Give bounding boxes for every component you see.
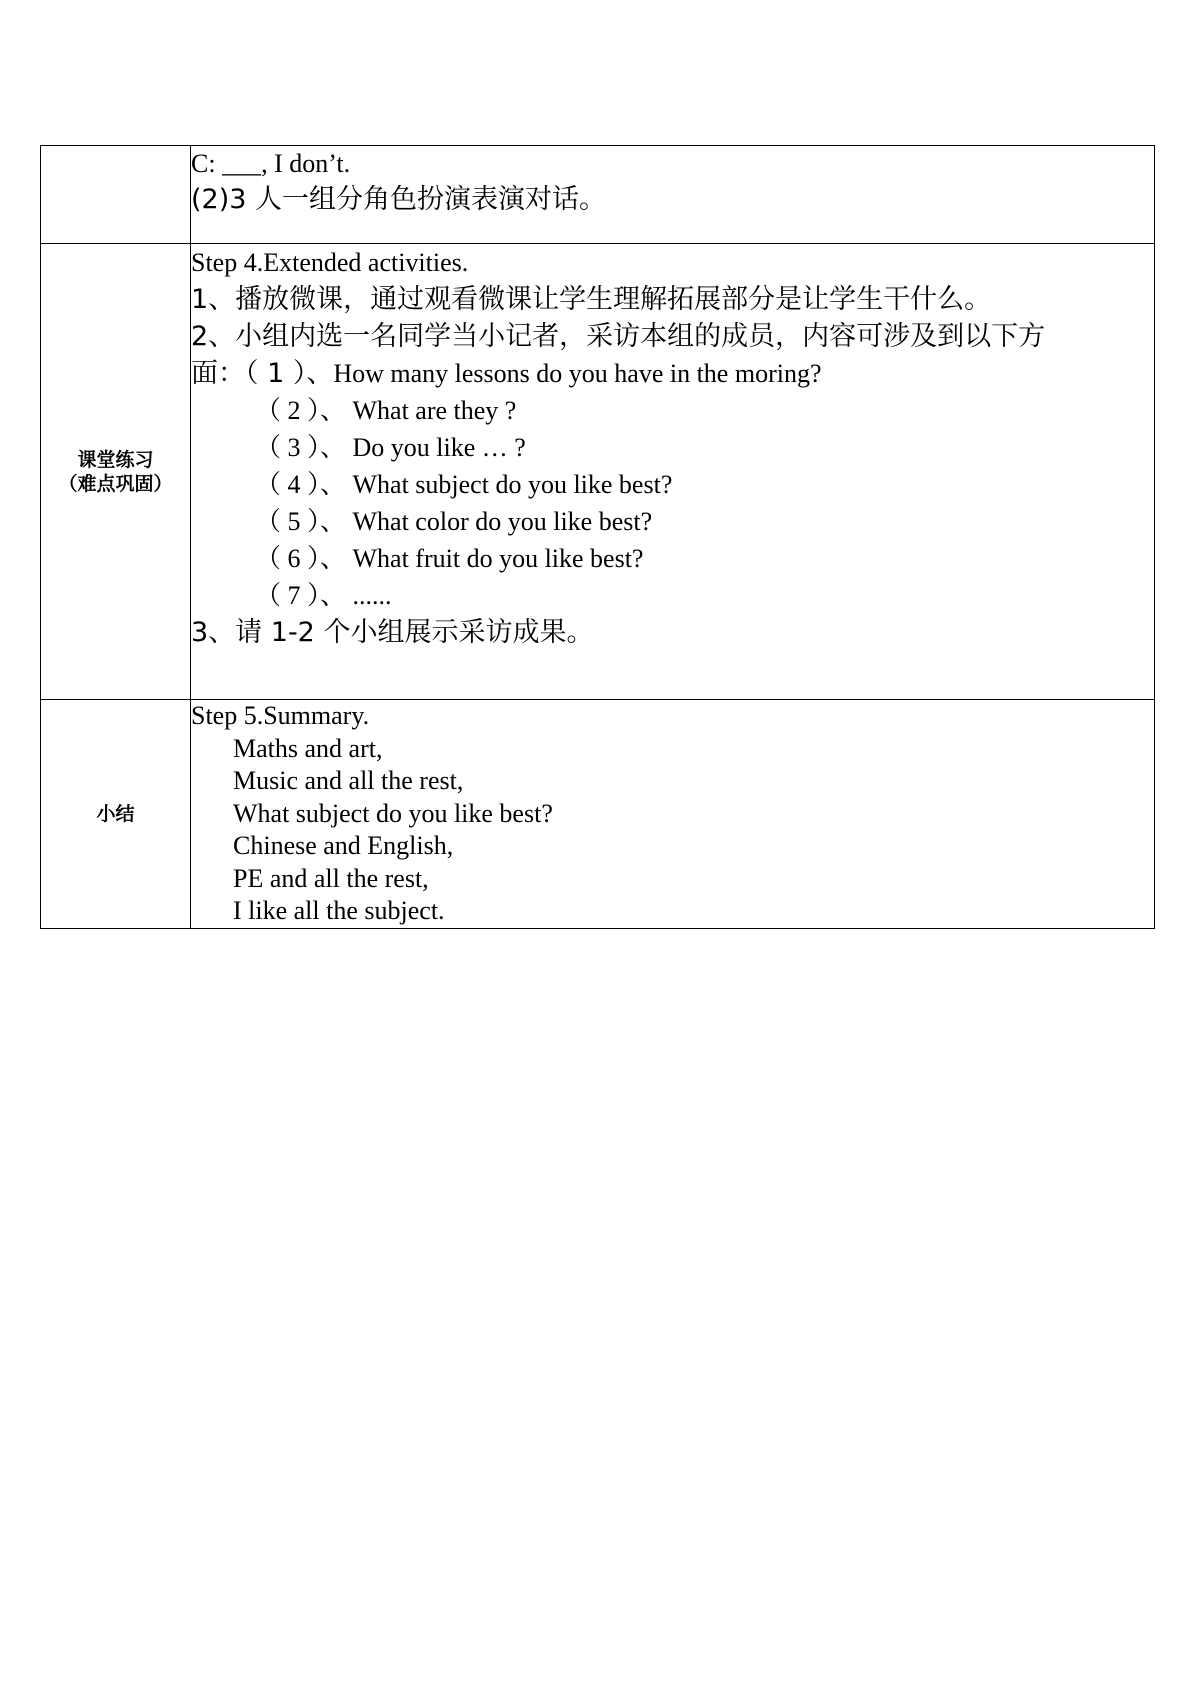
activity-item: 2、小组内选一名同学当小记者，采访本组的成员，内容可涉及到以下方 xyxy=(191,321,1046,352)
row-label-summary xyxy=(41,700,191,929)
row-label-practice xyxy=(41,244,191,700)
row-label-empty xyxy=(41,146,191,244)
question-item: （ 4 ）、 What subject do you like best? xyxy=(255,470,673,499)
table-row xyxy=(41,244,1155,700)
poem-line: Maths and art, xyxy=(233,733,383,763)
activity-item: 1、播放微课，通过观看微课让学生理解拓展部分是让学生干什么。 xyxy=(191,284,992,315)
question-item: （ 3 ）、 Do you like … ? xyxy=(255,433,526,462)
roleplay-instruction: (2)3 人一组分角色扮演表演对话。 xyxy=(191,184,607,215)
question-item xyxy=(191,355,1154,392)
row-label: 小结 xyxy=(96,802,135,825)
question-item: （ 6 ）、 What fruit do you like best? xyxy=(255,544,644,573)
question-prefix: 面：（ 1 ）、 xyxy=(191,358,334,389)
poem-line: What subject do you like best? xyxy=(233,798,553,828)
row-content xyxy=(191,244,1155,700)
question-item: （ 5 ）、 What color do you like best? xyxy=(255,507,653,536)
question-item: （ 2 ）、 What are they ? xyxy=(255,396,517,425)
step-title: Step 5.Summary. xyxy=(191,701,370,730)
question-text: How many lessons do you have in the moring? xyxy=(333,359,822,388)
row-content xyxy=(191,146,1155,244)
poem-line: Chinese and English, xyxy=(233,831,454,860)
lesson-plan-table xyxy=(40,145,1155,929)
table-row xyxy=(41,146,1155,244)
question-item: （ 7 ）、 ...... xyxy=(255,581,392,610)
step-title: Step 4.Extended activities. xyxy=(191,248,469,277)
poem-line: PE and all the rest, xyxy=(233,863,429,893)
table-row xyxy=(41,700,1155,929)
poem-line: I like all the subject. xyxy=(233,896,445,925)
row-label-line: 课堂练习 xyxy=(77,448,154,471)
row-content xyxy=(191,700,1155,929)
dialogue-line: C: ___, I don’t. xyxy=(191,149,351,178)
row-label-line: （难点巩固） xyxy=(58,472,173,495)
poem-line: Music and all the rest, xyxy=(233,766,464,795)
activity-item: 3、请 1-2 个小组展示采访成果。 xyxy=(191,617,594,648)
